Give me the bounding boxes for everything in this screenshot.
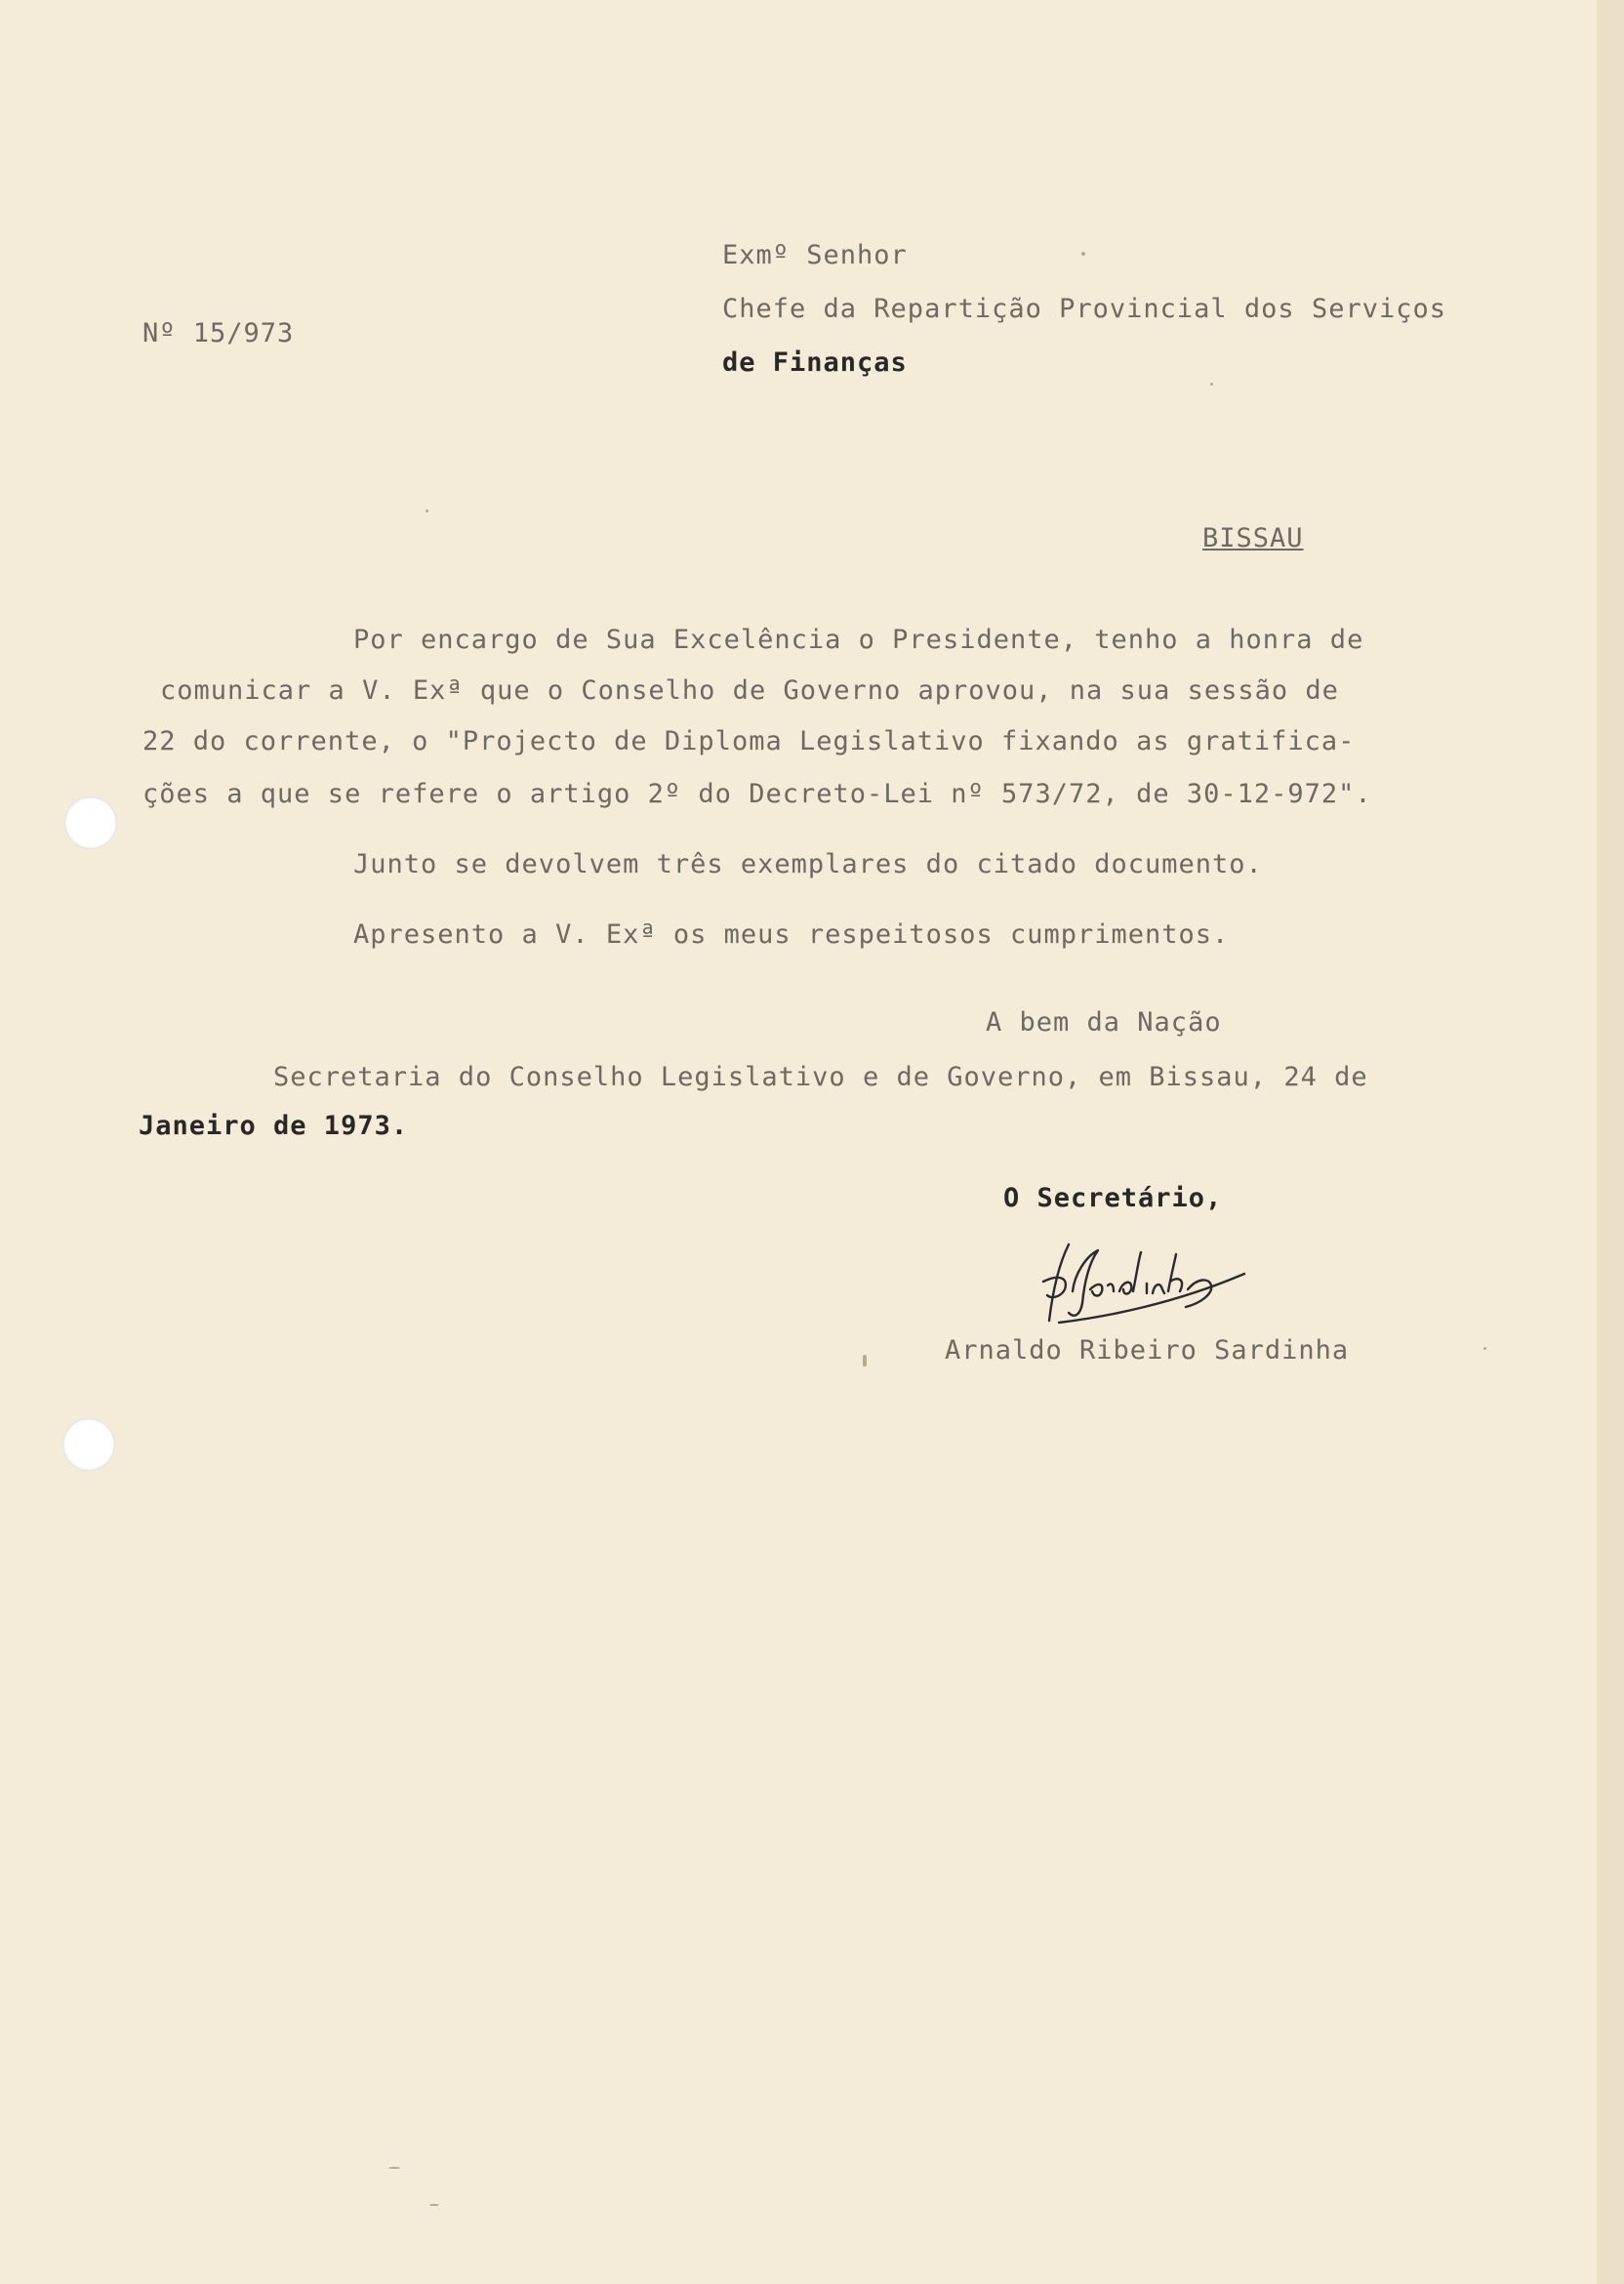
body-paragraph1-line4: ções a que se refere o artigo 2º do Decreto-Lei nº 573/72, de 30-12-972". (142, 779, 1372, 809)
addressee-title-line1: Chefe da Repartição Provincial dos Serviços (722, 294, 1446, 324)
addressee-salutation: Exmº Senhor (722, 240, 908, 270)
closing-place-date-line2: Janeiro de 1973. (139, 1111, 409, 1141)
paper-speck (1483, 1347, 1486, 1350)
addressee-city: BISSAU (1202, 523, 1304, 553)
body-paragraph2: Junto se devolvem três exemplares do citado documento. (353, 849, 1263, 879)
handwritten-signature (1030, 1235, 1274, 1332)
signatory-title: O Secretário, (1003, 1183, 1223, 1213)
closing-motto: A bem da Nação (986, 1007, 1222, 1038)
reference-number: Nº 15/973 (142, 318, 295, 348)
closing-place-date-line1: Secretaria do Conselho Legislativo e de Governo, em Bissau, 24 de (273, 1062, 1368, 1092)
paper-speck (429, 2204, 439, 2206)
paper-speck (1210, 383, 1213, 386)
signatory-name: Arnaldo Ribeiro Sardinha (945, 1335, 1350, 1366)
paper-speck (388, 2167, 400, 2169)
paper-speck (426, 510, 428, 512)
paper-speck (863, 1355, 867, 1366)
body-paragraph1-line3: 22 do corrente, o "Projecto de Diploma Legislativo fixando as gratifica- (142, 726, 1356, 756)
addressee-title-line2: de Finanças (722, 347, 908, 378)
body-paragraph3: Apresento a V. Exª os meus respeitosos cumprimentos. (353, 919, 1230, 950)
punch-hole-bottom (62, 1418, 115, 1471)
body-paragraph1-line1: Por encargo de Sua Excelência o Presidente, tenho a honra de (353, 625, 1364, 655)
paper-speck (1081, 252, 1085, 256)
body-paragraph1-line2: comunicar a V. Exª que o Conselho de Governo aprovou, na sua sessão de (160, 675, 1339, 706)
paper-edge (1597, 0, 1624, 2284)
punch-hole-top (64, 796, 117, 849)
